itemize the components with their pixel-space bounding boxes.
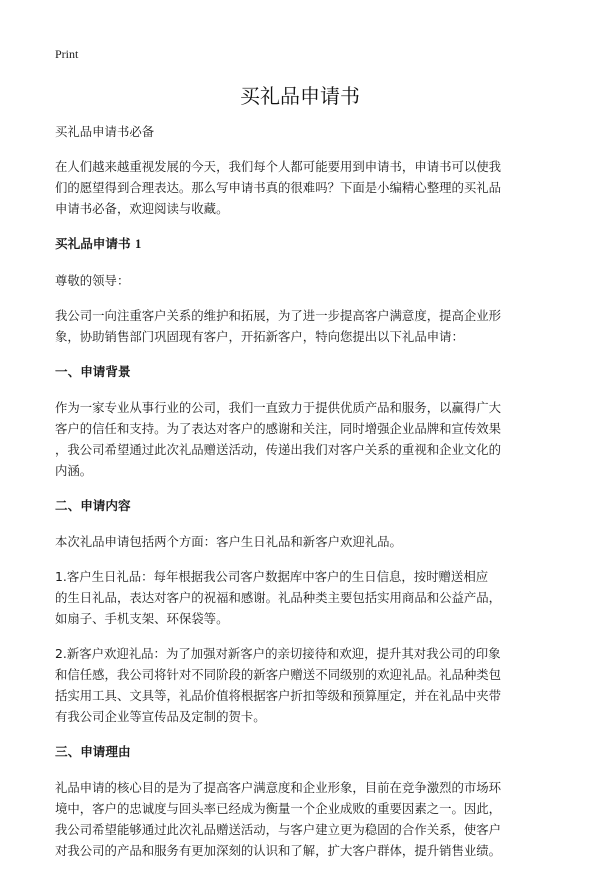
heading-content: 二、申请内容 (55, 498, 131, 513)
paragraph-line: 境中，客户的忠诚度与回头率已经成为衡量一个企业成败的重要因素之一。因此， (55, 801, 502, 816)
document-title: 买礼品申请书 (240, 84, 360, 108)
background-paragraph (55, 397, 550, 481)
paragraph-line: 2.新客户欢迎礼品：为了加强对新客户的亲切接待和欢迎，提升其对我公司的印象 (55, 646, 501, 661)
section1-number: 1 (134, 237, 142, 251)
subtitle-paragraph (55, 121, 550, 142)
heading-reason: 三、申请理由 (55, 744, 131, 759)
paragraph-line: 内涵。 (55, 463, 93, 478)
subtitle: 买礼品申请书必备 (55, 124, 155, 139)
paragraph-line: 有我公司企业等宣传品及定制的贺卡。 (55, 709, 266, 724)
greeting: 尊敬的领导： (55, 273, 130, 288)
paragraph-line: 括实用工具、文具等，礼品价值将根据客户折扣等级和预算厘定，并在礼品中夹带 (55, 688, 502, 703)
reason-paragraph (55, 777, 550, 861)
intro-paragraph (55, 156, 550, 219)
paragraph-line: 我公司希望能够通过此次礼品赠送活动，与客户建立更为稳固的合作关系，使客户 (55, 822, 502, 837)
print-link[interactable]: Print (55, 47, 79, 61)
paragraph-line: ，我公司希望通过此次礼品赠送活动，传递出我们对客户关系的重视和企业文化的 (55, 442, 502, 457)
item1-paragraph (55, 566, 550, 629)
item2-paragraph (55, 643, 550, 727)
opening-paragraph (55, 305, 550, 347)
paragraph-line: 如扇子、手机支架、环保袋等。 (55, 611, 229, 626)
paragraph-line: 的生日礼品，表达对客户的祝福和感谢。礼品种类主要包括实用商品和公益产品， (55, 590, 502, 605)
document-body (55, 121, 550, 875)
paragraph-line: 礼品申请的核心目的是为了提高客户满意度和企业形象，目前在竞争激烈的市场环 (55, 780, 502, 795)
greeting-paragraph (55, 270, 550, 291)
paragraph-line: 1.客户生日礼品：每年根据我公司客户数据库中客户的生日信息，按时赠送相应 (55, 569, 489, 584)
heading-background: 一、申请背景 (55, 364, 131, 379)
paragraph-line: 和信任感，我公司将针对不同阶段的新客户赠送不同级别的欢迎礼品。礼品种类包 (55, 667, 502, 682)
paragraph-line: 象，协助销售部门巩固现有客户，开拓新客户，特向您提出以下礼品申请： (55, 329, 464, 344)
paragraph-line: 本次礼品申请包括两个方面：客户生日礼品和新客户欢迎礼品。 (55, 534, 402, 549)
paragraph-line: 客户的信任和支持。为了表达对客户的感谢和关注，同时增强企业品牌和宣传效果 (55, 421, 502, 436)
paragraph-line: 我公司一向注重客户关系的维护和拓展，为了进一步提高客户满意度，提高企业形 (55, 308, 502, 323)
paragraph-line: 申请书必备，欢迎阅读与收藏。 (55, 201, 229, 216)
section1-title: 买礼品申请书 (55, 236, 131, 251)
section1-heading (55, 233, 550, 255)
paragraph-line: 在人们越来越重视发展的今天，我们每个人都可能要用到申请书，申请书可以使我 (55, 159, 502, 174)
paragraph-line: 们的愿望得到合理表达。那么写申请书真的很难吗？下面是小编精心整理的买礼品 (55, 180, 502, 195)
content-intro-paragraph (55, 531, 550, 552)
paragraph-line: 对我公司的产品和服务有更加深刻的认识和了解，扩大客户群体，提升销售业绩。 (55, 843, 502, 858)
paragraph-line: 作为一家专业从事行业的公司，我们一直致力于提供优质产品和服务，以赢得广大 (55, 400, 502, 415)
